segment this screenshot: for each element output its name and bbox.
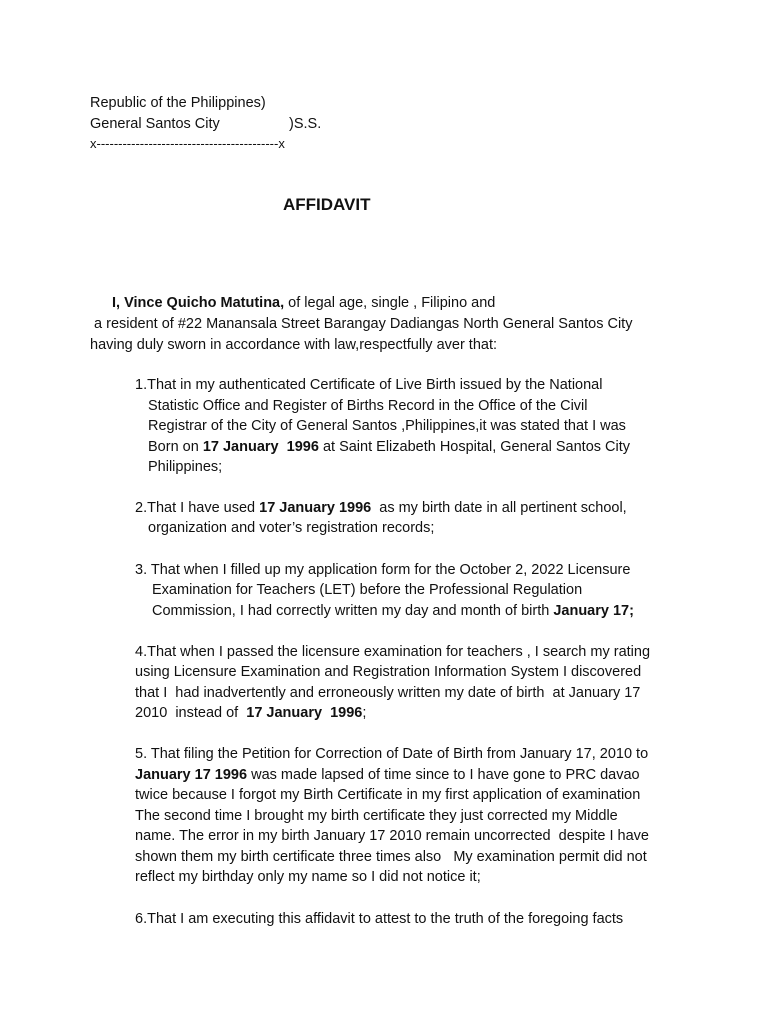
p5-line-1: 5. That filing the Petition for Correction of Date of Birth from January 17, 2010 to (135, 746, 649, 762)
birth-date-bold: 17 January 1996 (246, 705, 363, 721)
p5-line-4: The second time I brought my birth certificate they just corrected my Middle (135, 808, 618, 824)
birth-date-bold: 17 January 1996 (259, 500, 372, 516)
p5-line-3: twice because I forgot my Birth Certificate in my first application of examination (135, 787, 641, 803)
p4-line-2: using Licensure Examination and Registration Information System I discovered (135, 664, 642, 680)
affiant-name: I, Vince Quicho Matutina, (112, 295, 285, 311)
intro-line-2: a resident of #22 Manansala Street Barangay Dadiangas North General Santos City (90, 316, 633, 332)
header-republic: Republic of the Philippines) (90, 95, 266, 111)
p5-line-5: name. The error in my birth January 17 2010 remain uncorrected despite I have (135, 828, 649, 844)
p4-line-1: 4.That when I passed the licensure examination for teachers , I search my rating (135, 644, 651, 660)
p5-line-2: January 17 1996 was made lapsed of time since to I have gone to PRC davao (135, 767, 640, 783)
birth-date-bold: January 17; (553, 603, 634, 619)
p3-line-2: Examination for Teachers (LET) before the Professional Regulation (152, 582, 583, 598)
birth-date-bold: 17 January 1996 (202, 439, 319, 455)
p2-line-1: 2.That I have used 17 January 1996 as my birth date in all pertinent school, (135, 500, 627, 516)
p3-line-1: 3. That when I filled up my application form for the October 2, 2022 Licensure (135, 562, 631, 578)
p1-line-3: Registrar of the City of General Santos ,Philippines,it was stated that I was (148, 418, 626, 434)
p1-line-1: 1.That in my authenticated Certificate of Live Birth issued by the National (135, 377, 603, 393)
p2-line-2: organization and voter’s registration records; (148, 520, 435, 536)
p5-line-7: reflect my birthday only my name so I did not notice it; (135, 869, 481, 885)
p1-line-2: Statistic Office and Register of Births Record in the Office of the Civil (148, 398, 588, 414)
p6-line-1: 6.That I am executing this affidavit to attest to the truth of the foregoing facts (135, 911, 624, 927)
document-title: AFFIDAVIT (283, 195, 371, 214)
p4-line-4: 2010 instead of 17 January 1996; (135, 705, 367, 721)
intro-line-1: I, Vince Quicho Matutina, of legal age, single , Filipino and (112, 295, 496, 311)
intro-line-3: having duly sworn in accordance with law,respectfully aver that: (90, 337, 498, 353)
p1-line-4: Born on 17 January 1996 at Saint Elizabeth Hospital, General Santos City (148, 439, 631, 455)
birth-date-bold: January 17 1996 (135, 767, 248, 783)
header-separator: x------------------------------------------x (90, 136, 285, 151)
header-city: General Santos City (90, 116, 220, 132)
header-ss: )S.S. (289, 116, 322, 132)
p5-line-6: shown them my birth certificate three times also My examination permit did not (135, 849, 647, 865)
p4-line-3: that I had inadvertently and erroneously written my date of birth at January 17 (135, 685, 641, 701)
p1-line-5: Philippines; (148, 459, 223, 475)
p3-line-3: Commission, I had correctly written my day and month of birth January 17; (152, 603, 634, 619)
